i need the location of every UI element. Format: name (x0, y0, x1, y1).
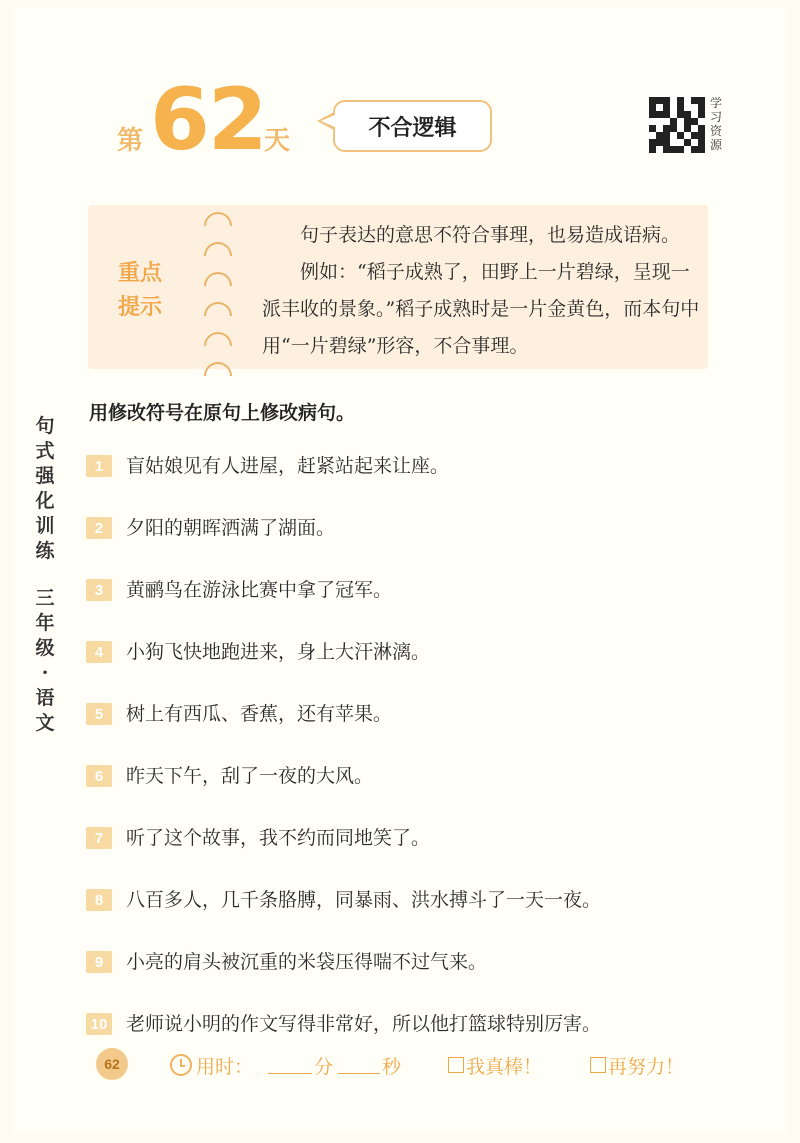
question-number: 9 (86, 951, 112, 973)
tip-paragraph-1: 句子表达的意思不符合事理，也易造成语病。 (300, 224, 681, 246)
question-text[interactable]: 昨天下午，刮了一夜的大风。 (126, 765, 374, 787)
question-number: 4 (86, 641, 112, 663)
side-char: 文 (35, 712, 55, 734)
side-char: 年 (35, 612, 55, 634)
topic-title: 不合逻辑 (333, 100, 492, 152)
exercise-instruction: 用修改符号在原句上修改病句。 (89, 402, 356, 424)
question-item (86, 700, 726, 762)
question-list (86, 452, 726, 1072)
question-item (86, 576, 726, 638)
side-label (30, 414, 60, 736)
option-good-label: 我真棒！ (466, 1056, 543, 1078)
question-text[interactable]: 夕阳的朝晖洒满了湖面。 (126, 517, 336, 539)
question-text[interactable]: 八百多人，几千条胳膊，同暴雨、洪水搏斗了一天一夜。 (126, 889, 602, 911)
side-char: · (41, 662, 49, 684)
side-char: 训 (35, 515, 55, 537)
seconds-unit: 秒 (382, 1056, 402, 1078)
time-label: 用时： (196, 1056, 254, 1078)
seconds-blank[interactable] (338, 1072, 380, 1074)
question-number: 2 (86, 517, 112, 539)
question-number: 3 (86, 579, 112, 601)
question-item (86, 638, 726, 700)
question-text[interactable]: 盲姑娘见有人进屋，赶紧站起来让座。 (126, 455, 450, 477)
question-item (86, 886, 726, 948)
question-item (86, 514, 726, 576)
question-number: 6 (86, 765, 112, 787)
side-char: 句 (35, 415, 55, 437)
qr-label: 学习资源 (710, 96, 723, 152)
side-char: 强 (35, 465, 55, 487)
question-text[interactable]: 黄鹂鸟在游泳比赛中拿了冠军。 (126, 579, 393, 601)
tip-title-line1: 重点 (118, 260, 163, 286)
question-text[interactable]: 小亮的肩头被沉重的米袋压得喘不过气来。 (126, 951, 488, 973)
question-number: 7 (86, 827, 112, 849)
side-char: 三 (35, 587, 55, 609)
option-try-label: 再努力！ (608, 1056, 685, 1078)
binder-rings-icon (204, 212, 234, 392)
side-char: 语 (35, 687, 55, 709)
side-char: 级 (35, 637, 55, 659)
page-number: 62 (96, 1048, 128, 1080)
qr-code-icon[interactable] (649, 97, 705, 153)
question-item (86, 948, 726, 1010)
question-text[interactable]: 小狗飞快地跑进来，身上大汗淋漓。 (126, 641, 431, 663)
alarm-clock-icon (170, 1054, 192, 1076)
side-char: 式 (35, 440, 55, 462)
minutes-blank[interactable] (268, 1072, 312, 1074)
day-prefix: 第 (117, 126, 144, 156)
question-item (86, 762, 726, 824)
question-text[interactable]: 老师说小明的作文写得非常好，所以他打篮球特别厉害。 (126, 1013, 602, 1035)
tip-text (262, 217, 700, 365)
question-item (86, 824, 726, 886)
tip-paragraph-2: 例如：“稻子成熟了，田野上一片碧绿，呈现一派丰收的景象。”稻子成熟时是一片金黄色，而本句中用“一片碧绿”形容，不合事理。 (262, 261, 700, 357)
side-char: 练 (35, 540, 55, 562)
minutes-unit: 分 (314, 1056, 334, 1078)
try-checkbox[interactable] (590, 1057, 606, 1073)
question-text[interactable]: 听了这个故事，我不约而同地笑了。 (126, 827, 431, 849)
question-item (86, 452, 726, 514)
question-number: 5 (86, 703, 112, 725)
question-number: 10 (86, 1013, 112, 1035)
question-number: 8 (86, 889, 112, 911)
tip-title-line2: 提示 (118, 294, 163, 320)
good-checkbox[interactable] (448, 1057, 464, 1073)
day-suffix: 天 (264, 126, 291, 156)
day-number: 62 (150, 70, 266, 170)
question-text[interactable]: 树上有西瓜、香蕉，还有苹果。 (126, 703, 393, 725)
footer (96, 1048, 716, 1082)
tip-title (118, 256, 174, 324)
side-char: 化 (35, 490, 55, 512)
question-number: 1 (86, 455, 112, 477)
bubble-tail-inner (321, 115, 335, 127)
